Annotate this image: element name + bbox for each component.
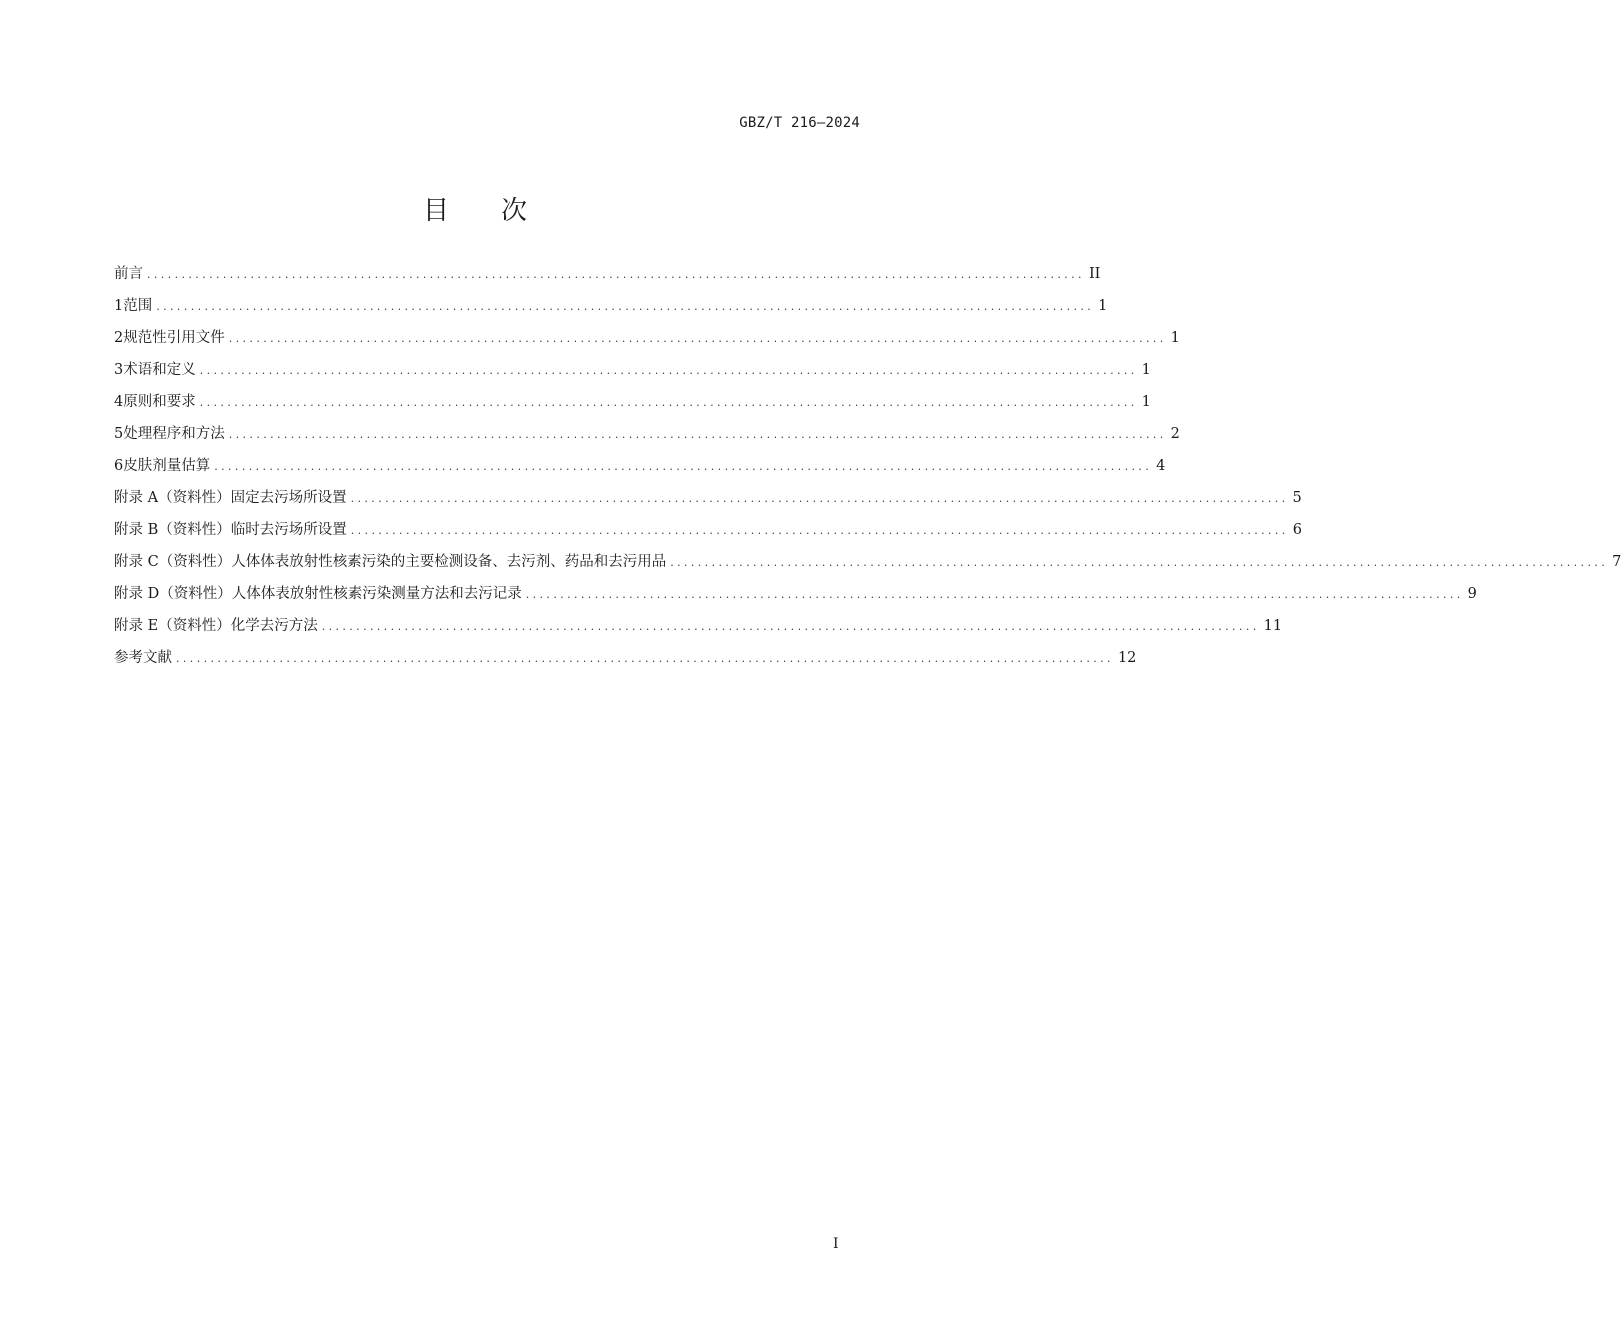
leader-dots: ........................................................................................................................................ xyxy=(199,364,1138,377)
page-number: I xyxy=(833,1236,839,1252)
toc-title-part2: 次 xyxy=(501,196,528,226)
toc-entry-title: 原则和要求 xyxy=(123,394,196,410)
toc-entry-appendix-e[interactable] xyxy=(114,610,1283,642)
toc-entry-page: 2 xyxy=(1170,426,1180,442)
leader-dots: ........................................................................................................................................ xyxy=(176,652,1114,665)
toc-entry-title: 皮肤剂量估算 xyxy=(123,458,211,474)
leader-dots: ........................................................................................................................................ xyxy=(350,492,1289,505)
toc-entry-title: 人体体表放射性核素污染测量方法和去污记录 xyxy=(231,586,522,602)
leader-dots: ........................................................................................................................................ xyxy=(228,428,1167,441)
toc-entry-number: 1 xyxy=(114,298,124,314)
toc-entry-5[interactable] xyxy=(114,418,1180,450)
leader-dots: ........................................................................................................................................ xyxy=(147,268,1085,281)
leader-dots: ........................................................................................................................................ xyxy=(350,524,1289,537)
toc-entry-foreword[interactable] xyxy=(114,258,1101,290)
leader-dots: ........................................................................................................................................ xyxy=(670,556,1609,569)
toc-entry-appendix-label: 附录 E（资料性） xyxy=(114,618,231,634)
toc-entry-number: 4 xyxy=(114,394,124,410)
toc-entry-page: 1 xyxy=(1098,298,1108,314)
toc-entry-appendix-a[interactable] xyxy=(114,482,1302,514)
toc-entry-page: 1 xyxy=(1170,330,1180,346)
toc-entry-title: 参考文献 xyxy=(114,650,172,666)
toc-entry-page: 12 xyxy=(1117,650,1137,666)
toc-entry-page: 9 xyxy=(1467,586,1477,602)
toc-title-part1: 目 xyxy=(422,196,449,226)
toc-entry-page: 7 xyxy=(1612,554,1621,570)
toc-entry-title: 化学去污方法 xyxy=(230,618,318,634)
toc-entry-page: 1 xyxy=(1141,394,1151,410)
toc-entry-title: 处理程序和方法 xyxy=(123,426,225,442)
toc-entry-4[interactable] xyxy=(114,386,1151,418)
toc-entry-appendix-b[interactable] xyxy=(114,514,1302,546)
toc-entry-6[interactable] xyxy=(114,450,1166,482)
toc-entry-title: 固定去污场所设置 xyxy=(230,490,347,506)
leader-dots: ........................................................................................................................................ xyxy=(214,460,1153,473)
toc-entry-page: 5 xyxy=(1292,490,1302,506)
toc-entry-page: 4 xyxy=(1156,458,1166,474)
toc-entry-number: 5 xyxy=(114,426,124,442)
toc-entry-title: 人体体表放射性核素污染的主要检测设备、去污剂、药品和去污用品 xyxy=(231,554,667,570)
toc-title xyxy=(0,190,950,227)
document-code: GBZ/T 216—2024 xyxy=(739,115,860,131)
toc-entry-appendix-label: 附录 D（资料性） xyxy=(114,586,232,602)
toc-entry-title: 临时去污场所设置 xyxy=(230,522,347,538)
leader-dots: ........................................................................................................................................ xyxy=(321,620,1260,633)
toc-entry-number: 6 xyxy=(114,458,124,474)
leader-dots: ........................................................................................................................................ xyxy=(199,396,1138,409)
toc-entry-page: 1 xyxy=(1141,362,1151,378)
leader-dots: ........................................................................................................................................ xyxy=(228,332,1167,345)
toc-entry-appendix-label: 附录 A（资料性） xyxy=(114,490,231,506)
toc-entry-appendix-label: 附录 C（资料性） xyxy=(114,554,232,570)
toc-entry-references[interactable] xyxy=(114,642,1137,674)
toc-entry-number: 3 xyxy=(114,362,124,378)
toc-entry-appendix-c[interactable] xyxy=(114,546,1621,578)
toc-entry-page: 6 xyxy=(1292,522,1302,538)
toc-entry-page: II xyxy=(1088,266,1101,282)
table-of-contents xyxy=(114,258,1621,674)
toc-entry-title: 规范性引用文件 xyxy=(123,330,225,346)
toc-entry-2[interactable] xyxy=(114,322,1180,354)
leader-dots: ........................................................................................................................................ xyxy=(156,300,1095,313)
toc-entry-title: 前言 xyxy=(114,266,143,282)
toc-entry-appendix-label: 附录 B（资料性） xyxy=(114,522,231,538)
toc-entry-number: 2 xyxy=(114,330,124,346)
leader-dots: ........................................................................................................................................ xyxy=(525,588,1464,601)
toc-entry-1[interactable] xyxy=(114,290,1108,322)
toc-entry-3[interactable] xyxy=(114,354,1151,386)
toc-entry-page: 11 xyxy=(1263,618,1283,634)
toc-entry-title: 术语和定义 xyxy=(123,362,196,378)
toc-entry-title: 范围 xyxy=(123,298,153,314)
toc-entry-appendix-d[interactable] xyxy=(114,578,1477,610)
